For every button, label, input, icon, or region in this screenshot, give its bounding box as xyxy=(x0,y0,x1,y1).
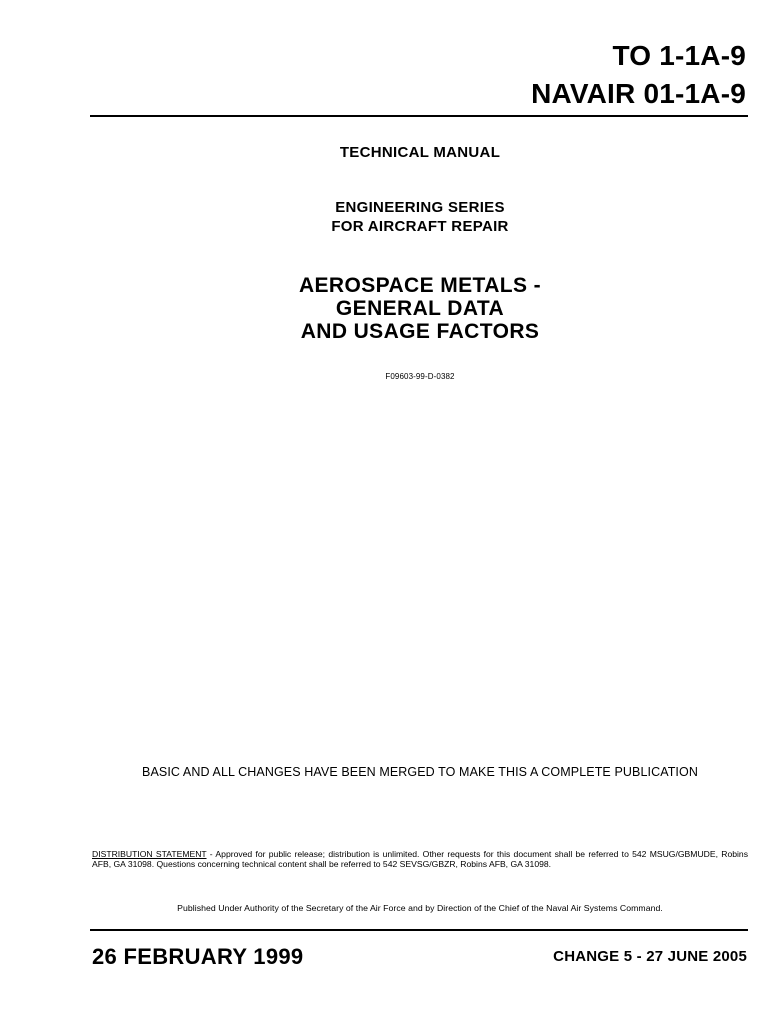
basic-date: 26 FEBRUARY 1999 xyxy=(92,944,304,969)
merge-notice: BASIC AND ALL CHANGES HAVE BEEN MERGED TO MAKE THIS A COMPLETE PUBLICATION xyxy=(142,765,698,779)
series-line-1: ENGINEERING SERIES xyxy=(335,199,505,216)
document-title-line-3: AND USAGE FACTORS xyxy=(300,320,540,343)
distribution-statement-label: DISTRIBUTION STATEMENT xyxy=(92,849,207,859)
publication-number-navair: NAVAIR 01-1A-9 xyxy=(531,78,746,109)
document-title-line-2: GENERAL DATA xyxy=(335,297,505,320)
change-date: CHANGE 5 - 27 JUNE 2005 xyxy=(553,948,747,965)
authority-statement: Published Under Authority of the Secretary of the Air Force and by Direction of the Chief of the Naval Air Systems Command. xyxy=(177,903,663,913)
distribution-statement xyxy=(92,849,748,869)
contract-number: F09603-99-D-0382 xyxy=(385,372,455,381)
top-divider xyxy=(90,115,748,117)
distribution-statement-text: - Approved for public release; distribution is unlimited. Other requests for this document shall be referred to 542 MSUG/GBMUDE, Robins AFB, GA 31098. Questions concerning technical content shall be referred to 542 SEVSG/GBZR, Robins AFB, GA 31098. xyxy=(92,849,748,869)
publication-number-to: TO 1-1A-9 xyxy=(612,40,746,71)
manual-type: TECHNICAL MANUAL xyxy=(339,144,501,161)
bottom-divider xyxy=(90,929,748,931)
series-line-2: FOR AIRCRAFT REPAIR xyxy=(331,218,509,235)
document-title-line-1: AEROSPACE METALS - xyxy=(298,274,542,297)
